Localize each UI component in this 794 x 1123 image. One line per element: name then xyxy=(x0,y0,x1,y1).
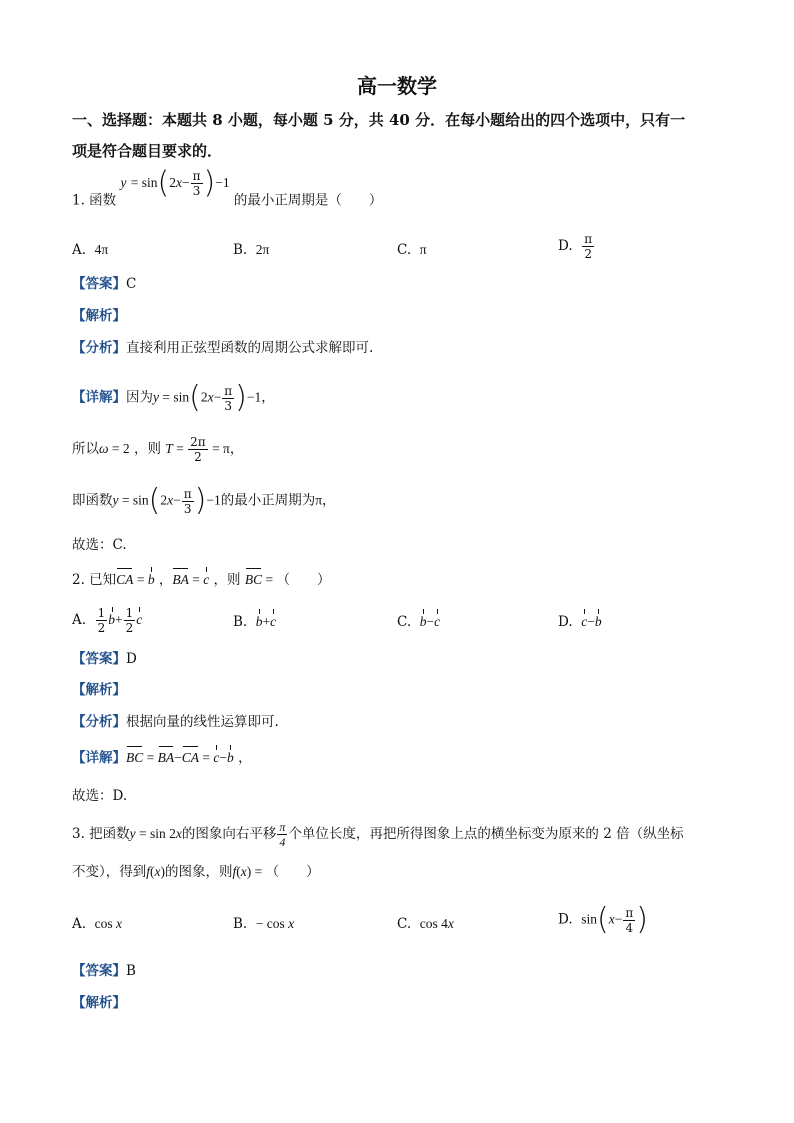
q2-fenxi-tag: 【分析】 xyxy=(72,714,126,730)
q2-fenxi xyxy=(72,712,279,732)
q3-shift-frac: $\frac{\pi}{4}$ xyxy=(279,820,286,849)
q1-detail-line3: 即函数y = sin(2x− $\frac{\pi}{3}$ )−1的最小正周期为π， xyxy=(72,483,336,518)
q3-analysis-tag: 【解析】 xyxy=(72,995,126,1011)
q1-option-d-value: $\frac{\pi}{2}$ xyxy=(584,232,593,261)
q2-answer-value: D xyxy=(126,651,137,667)
q1-answer xyxy=(72,274,136,294)
q2-answer xyxy=(72,649,137,669)
q3-option-b[interactable]: B. − cos x xyxy=(233,916,295,932)
q2-analysis-label xyxy=(72,680,126,700)
q1-function: y = sin(2x− $\frac{\pi}{3}$ )−1 xyxy=(120,165,230,200)
q1-detail-pre: 因为 xyxy=(126,389,153,406)
q1-fenxi-tag: 【分析】 xyxy=(72,340,126,356)
q1-stem xyxy=(72,165,383,216)
q3-stem-line2: 不变），得到f(x)的图象，则f(x) = （ ） xyxy=(72,864,320,880)
q1-line2-post: ， xyxy=(229,441,244,457)
q1-fenxi-text: 直接利用正弦型函数的周期公式求解即可. xyxy=(126,340,374,356)
q1-detail-post: ， xyxy=(261,389,275,406)
q2-answer-label: 【答案】 xyxy=(72,651,126,667)
q3-option-c[interactable]: C. cos 4x xyxy=(397,916,454,932)
q2-number: 2. 已知 xyxy=(72,572,117,588)
q3-analysis-label xyxy=(72,993,126,1013)
q1-detail-tag: 【详解】 xyxy=(72,389,126,406)
q2-option-d[interactable]: D. c−b xyxy=(558,614,602,630)
q1-line3-mid: 的最小正周期为 xyxy=(220,492,316,509)
q1-option-a-value: 4π xyxy=(94,242,109,257)
q3-option-d[interactable]: D. sin(x− $\frac{\pi}{4}$ ) xyxy=(558,902,648,937)
q1-option-c[interactable]: C. π xyxy=(397,242,427,258)
q1-choose: 故选：C. xyxy=(72,537,127,553)
q2-detail-tag: 【详解】 xyxy=(72,750,126,766)
q3-line2-a: 不变），得到 xyxy=(72,864,147,880)
q1-answer-value: C xyxy=(126,276,137,292)
q1-option-d[interactable]: D. $\frac{\pi}{2}$ xyxy=(558,232,593,261)
q1-line3-post: ， xyxy=(322,492,336,509)
q1-tail: 的最小正周期是（ ） xyxy=(233,192,383,209)
q1-line3-pre: 即函数 xyxy=(72,492,113,509)
q1-detail-line1: 【详解】因为y = sin(2x− $\frac{\pi}{3}$ )−1， xyxy=(72,380,275,415)
q2-stem: 2. 已知CA = b ，BA = c ，则 BC = （ ） xyxy=(72,572,331,588)
q2-option-b[interactable]: B. b+c xyxy=(233,614,277,630)
q1-option-c-value: π xyxy=(419,242,427,257)
q2-fenxi-text: 根据向量的线性运算即可. xyxy=(126,714,279,730)
q1-detail-line2: 所以ω = 2 ，则 T = $\frac{2\pi}{2}$ = π， xyxy=(72,435,244,464)
section-heading-line1: 一、选择题：本题共 8 小题，每小题 5 分，共 40 分．在每小题给出的四个选项中，只有一 xyxy=(72,111,686,129)
q3-line1-b: 的图象向右平移 xyxy=(181,826,277,842)
q2-option-c[interactable]: C. b−c xyxy=(397,614,441,630)
q3-answer-label: 【答案】 xyxy=(72,963,126,979)
q3-answer xyxy=(72,961,136,981)
section-heading-line2: 项是符合题目要求的． xyxy=(72,142,223,160)
q1-line2-pre: 所以 xyxy=(72,441,99,457)
q1-line3-val: π xyxy=(315,492,323,508)
q1-analysis-label xyxy=(72,306,126,326)
page-title: 高一数学 xyxy=(357,74,437,98)
q3-line2-b: 的图象，则 xyxy=(165,864,233,880)
q3-option-a[interactable]: A. cos x xyxy=(72,916,122,932)
q1-option-b-value: 2π xyxy=(255,242,270,257)
q3-line1-c: 个单位长度，再把所得图象上点的横坐标变为原来的 2 倍（纵坐标 xyxy=(288,826,684,842)
q2-detail: 【详解】BC = BA−CA = c−b ， xyxy=(72,750,252,766)
q1-answer-label: 【答案】 xyxy=(72,276,126,292)
q1-analysis-tag: 【解析】 xyxy=(72,308,126,324)
q2-choose: 故选：D. xyxy=(72,788,128,804)
q1-option-a[interactable]: A. 4π xyxy=(72,242,109,258)
q1-number: 1. 函数 xyxy=(72,192,117,209)
q1-fenxi xyxy=(72,338,373,358)
q3-stem-line1: 3. 把函数y = sin 2x的图象向右平移 $\frac{\pi}{4}$ 个单位长度，再把所得图象上点的横坐标变为原来的 2 倍（纵坐标 xyxy=(72,820,684,849)
q3-line1-a: 3. 把函数 xyxy=(72,826,130,842)
q1-option-b[interactable]: B. 2π xyxy=(233,242,270,258)
q3-answer-value: B xyxy=(126,963,136,979)
q2-option-a[interactable]: A. $\frac{1}{2}$ b+ $\frac{1}{2}$ c xyxy=(72,606,143,635)
q2-analysis-tag: 【解析】 xyxy=(72,682,126,698)
